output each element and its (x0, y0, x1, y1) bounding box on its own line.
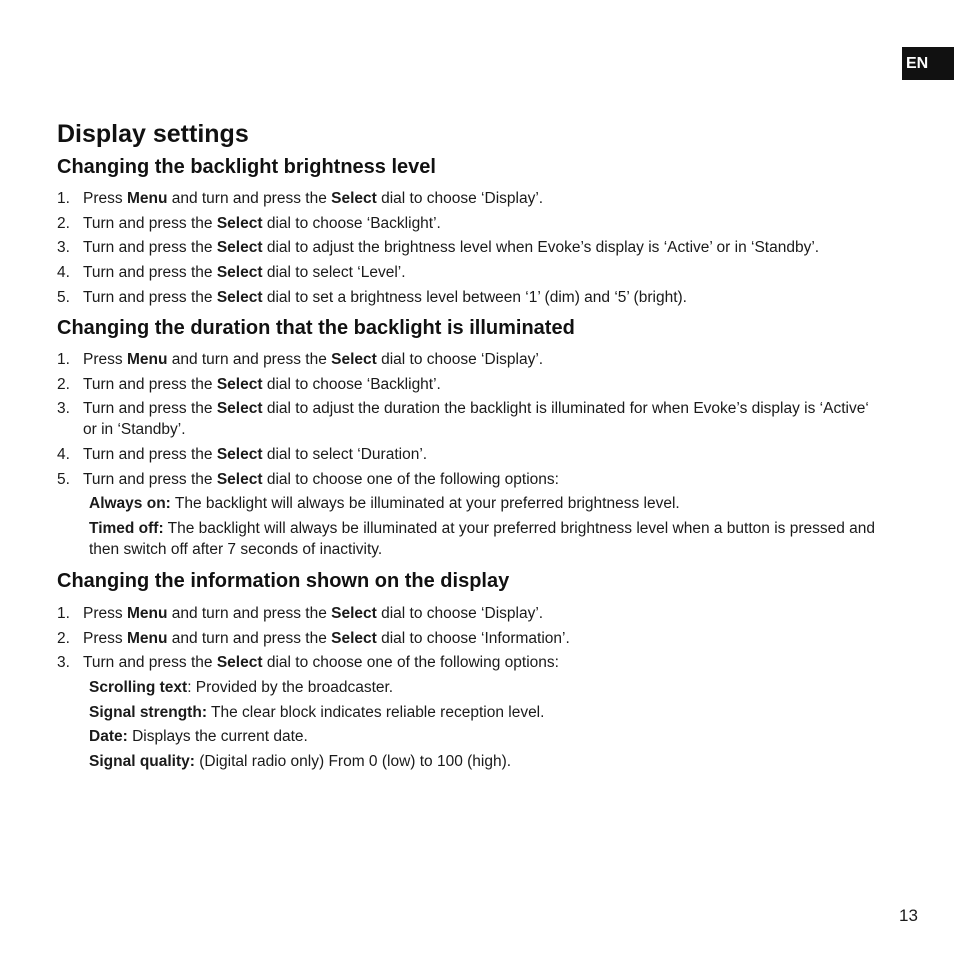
bold-term: Select (216, 288, 263, 306)
step-item (57, 287, 877, 308)
step-item (57, 652, 877, 673)
option-text: The backlight will always be illuminated at your preferred brightness level when a button is pressed and then switch off after 7 seconds of inactivity. (89, 520, 876, 559)
step-item (57, 374, 877, 395)
step-text: Press (83, 605, 127, 622)
duration-steps (57, 349, 877, 564)
step-text: Turn and press the (83, 288, 217, 306)
step-number: 4. (57, 446, 70, 464)
bold-term: Select (331, 190, 377, 207)
step-text: dial to select ‘Duration’. (262, 446, 428, 464)
step-number: 2. (57, 214, 70, 232)
bold-term: Menu (126, 351, 168, 368)
step-number: 1. (57, 605, 70, 622)
option-text: : Provided by the broadcaster. (187, 679, 394, 697)
step-text: dial to choose ‘Information’. (376, 629, 570, 647)
option-item (89, 751, 877, 772)
step-text: dial to adjust the duration the backlight is illuminated for when Evoke’s display is ‘Active‘ or in ‘Standby’. (83, 400, 869, 439)
step-item (57, 444, 877, 465)
bold-term: Menu (126, 605, 168, 622)
step-item (57, 262, 877, 283)
section-heading-duration: Changing the duration that the backlight is illuminated (57, 317, 575, 339)
bold-term: Select (216, 470, 263, 488)
step-number: 1. (57, 351, 70, 368)
bold-term: Select (216, 239, 263, 257)
step-text: dial to choose ‘Backlight’. (262, 214, 441, 232)
step-number: 3. (57, 239, 70, 257)
bold-term: Menu (126, 190, 168, 207)
page-title: Display settings (57, 120, 249, 148)
language-tab: EN (902, 47, 954, 80)
step-item (57, 237, 877, 258)
step-text: Press (83, 351, 127, 368)
step-number: 5. (57, 288, 70, 306)
step-number: 2. (57, 375, 70, 393)
bold-term: Select (331, 629, 377, 647)
section-heading-information: Changing the information shown on the display (57, 570, 510, 592)
step-text: dial to choose ‘Display’. (376, 190, 544, 207)
step-item (57, 213, 877, 234)
step-text: dial to select ‘Level’. (262, 264, 406, 282)
step-text: Turn and press the (83, 264, 217, 282)
bold-term: Select (216, 400, 263, 418)
bold-term: Select (216, 654, 263, 672)
step-text: dial to set a brightness level between ‘1’ (dim) and ‘5’ (bright). (262, 288, 687, 306)
bold-term: Select (216, 446, 263, 464)
step-item (57, 469, 877, 490)
step-text: and turn and press the (167, 629, 332, 647)
step-text: Turn and press the (83, 400, 217, 418)
step-item (57, 349, 877, 370)
step-item (57, 398, 877, 440)
step-number: 3. (57, 400, 70, 418)
option-label: Date: (89, 728, 128, 746)
step-item (57, 628, 877, 649)
step-item (57, 603, 877, 624)
option-item (89, 518, 877, 560)
option-text: The clear block indicates reliable reception level. (206, 703, 545, 721)
bold-term: Select (216, 214, 263, 232)
option-text: (Digital radio only) From 0 (low) to 100 (high). (194, 753, 512, 771)
step-text: dial to choose ‘Display’. (376, 605, 544, 622)
page-number: 13 (899, 906, 918, 925)
option-label: Timed off: (89, 520, 164, 538)
step-number: 1. (57, 190, 70, 207)
step-number: 4. (57, 264, 70, 282)
step-number: 3. (57, 654, 70, 672)
section-heading-brightness: Changing the backlight brightness level (57, 156, 436, 178)
step-item (57, 188, 877, 209)
step-text: dial to choose one of the following options: (262, 654, 559, 672)
step-text: Turn and press the (83, 214, 217, 232)
bold-term: Select (331, 605, 377, 622)
step-text: and turn and press the (167, 605, 332, 622)
bold-term: Menu (126, 629, 168, 647)
step-text: Press (83, 629, 127, 647)
step-text: dial to choose one of the following options: (262, 470, 559, 488)
option-item (89, 726, 877, 747)
option-label: Always on: (89, 495, 171, 513)
information-steps (57, 603, 877, 776)
option-item (89, 677, 877, 698)
brightness-steps (57, 188, 877, 311)
step-number: 5. (57, 470, 70, 488)
step-text: Turn and press the (83, 470, 217, 488)
option-item (89, 702, 877, 723)
step-text: Press (83, 190, 127, 207)
bold-term: Select (216, 375, 263, 393)
option-item (89, 493, 877, 514)
step-text: Turn and press the (83, 654, 217, 672)
step-number: 2. (57, 629, 70, 647)
step-text: dial to choose ‘Display’. (376, 351, 544, 368)
step-text: Turn and press the (83, 375, 217, 393)
bold-term: Select (216, 264, 263, 282)
bold-term: Select (331, 351, 377, 368)
option-label: Signal strength: (89, 703, 207, 721)
option-label: Signal quality: (89, 753, 195, 771)
option-text: Displays the current date. (127, 728, 308, 746)
step-text: dial to adjust the brightness level when Evoke’s display is ‘Active’ or in ‘Standby’. (262, 239, 820, 257)
step-text: Turn and press the (83, 239, 217, 257)
option-label: Scrolling text (89, 679, 188, 697)
option-text: The backlight will always be illuminated at your preferred brightness level. (170, 495, 680, 513)
step-text: and turn and press the (167, 190, 332, 207)
step-text: Turn and press the (83, 446, 217, 464)
step-text: dial to choose ‘Backlight’. (262, 375, 441, 393)
step-text: and turn and press the (167, 351, 332, 368)
